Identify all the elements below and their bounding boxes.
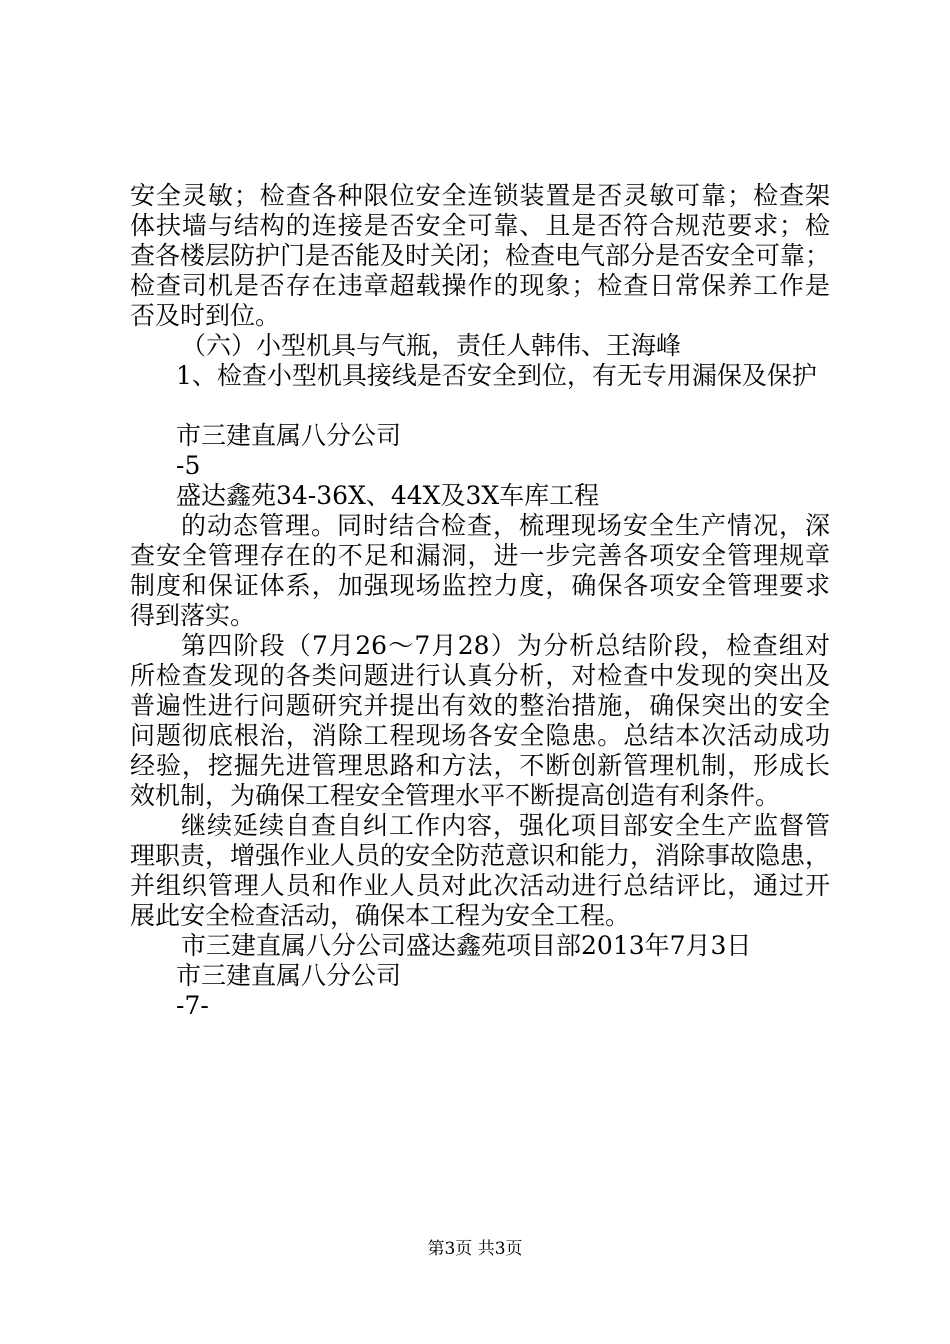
running-footer-company: 市三建直属八分公司 bbox=[176, 961, 402, 990]
body-line: 经验，挖掘先进管理思路和方法，不断创新管理机制，形成长 bbox=[130, 751, 830, 780]
page-marker: -5 bbox=[176, 451, 201, 480]
page-footer: 第3页 共3页 bbox=[427, 1239, 523, 1259]
page-marker: -7- bbox=[176, 991, 209, 1020]
body-line: 展此安全检查活动，确保本工程为安全工程。 bbox=[130, 901, 631, 930]
running-header-project: 盛达鑫苑34-36X、44X及3X车库工程 bbox=[176, 481, 600, 510]
body-line: 并组织管理人员和作业人员对此次活动进行总结评比，通过开 bbox=[130, 871, 830, 900]
body-line: 得到落实。 bbox=[130, 601, 256, 630]
body-line: 的动态管理。同时结合检查，梳理现场安全生产情况，深 bbox=[181, 511, 830, 540]
body-line: 继续延续自查自纠工作内容，强化项目部安全生产监督管 bbox=[181, 811, 830, 840]
body-line: 理职责，增强作业人员的安全防范意识和能力，消除事故隐患， bbox=[130, 841, 831, 870]
body-line: 安全灵敏；检查各种限位安全连锁装置是否灵敏可靠；检查架 bbox=[130, 181, 830, 210]
signature-line: 市三建直属八分公司盛达鑫苑项目部2013年7月3日 bbox=[181, 931, 752, 960]
body-line: 第四阶段（7月26～7月28）为分析总结阶段，检查组对 bbox=[181, 631, 830, 660]
body-line: 查各楼层防护门是否能及时关闭；检查电气部分是否安全可靠； bbox=[130, 241, 831, 270]
body-line: 1、检查小型机具接线是否安全到位，有无专用漏保及保护 bbox=[176, 361, 817, 390]
body-line: 体扶墙与结构的连接是否安全可靠、且是否符合规范要求；检 bbox=[130, 211, 830, 240]
body-line: 效机制，为确保工程安全管理水平不断提高创造有利条件。 bbox=[130, 781, 781, 810]
body-line: 检查司机是否存在违章超载操作的现象；检查日常保养工作是 bbox=[130, 271, 830, 300]
body-line: 普遍性进行问题研究并提出有效的整治措施，确保突出的安全 bbox=[130, 691, 830, 720]
body-line: 问题彻底根治，消除工程现场各安全隐患。总结本次活动成功 bbox=[130, 721, 830, 750]
body-line: 制度和保证体系，加强现场监控力度，确保各项安全管理要求 bbox=[130, 571, 830, 600]
body-line: 查安全管理存在的不足和漏洞，进一步完善各项安全管理规章 bbox=[130, 541, 830, 570]
body-line: 所检查发现的各类问题进行认真分析，对检查中发现的突出及 bbox=[130, 661, 830, 690]
body-line: 否及时到位。 bbox=[130, 301, 281, 330]
running-header-company: 市三建直属八分公司 bbox=[176, 421, 402, 450]
section-heading: （六）小型机具与气瓶，责任人韩伟、王海峰 bbox=[181, 331, 682, 360]
